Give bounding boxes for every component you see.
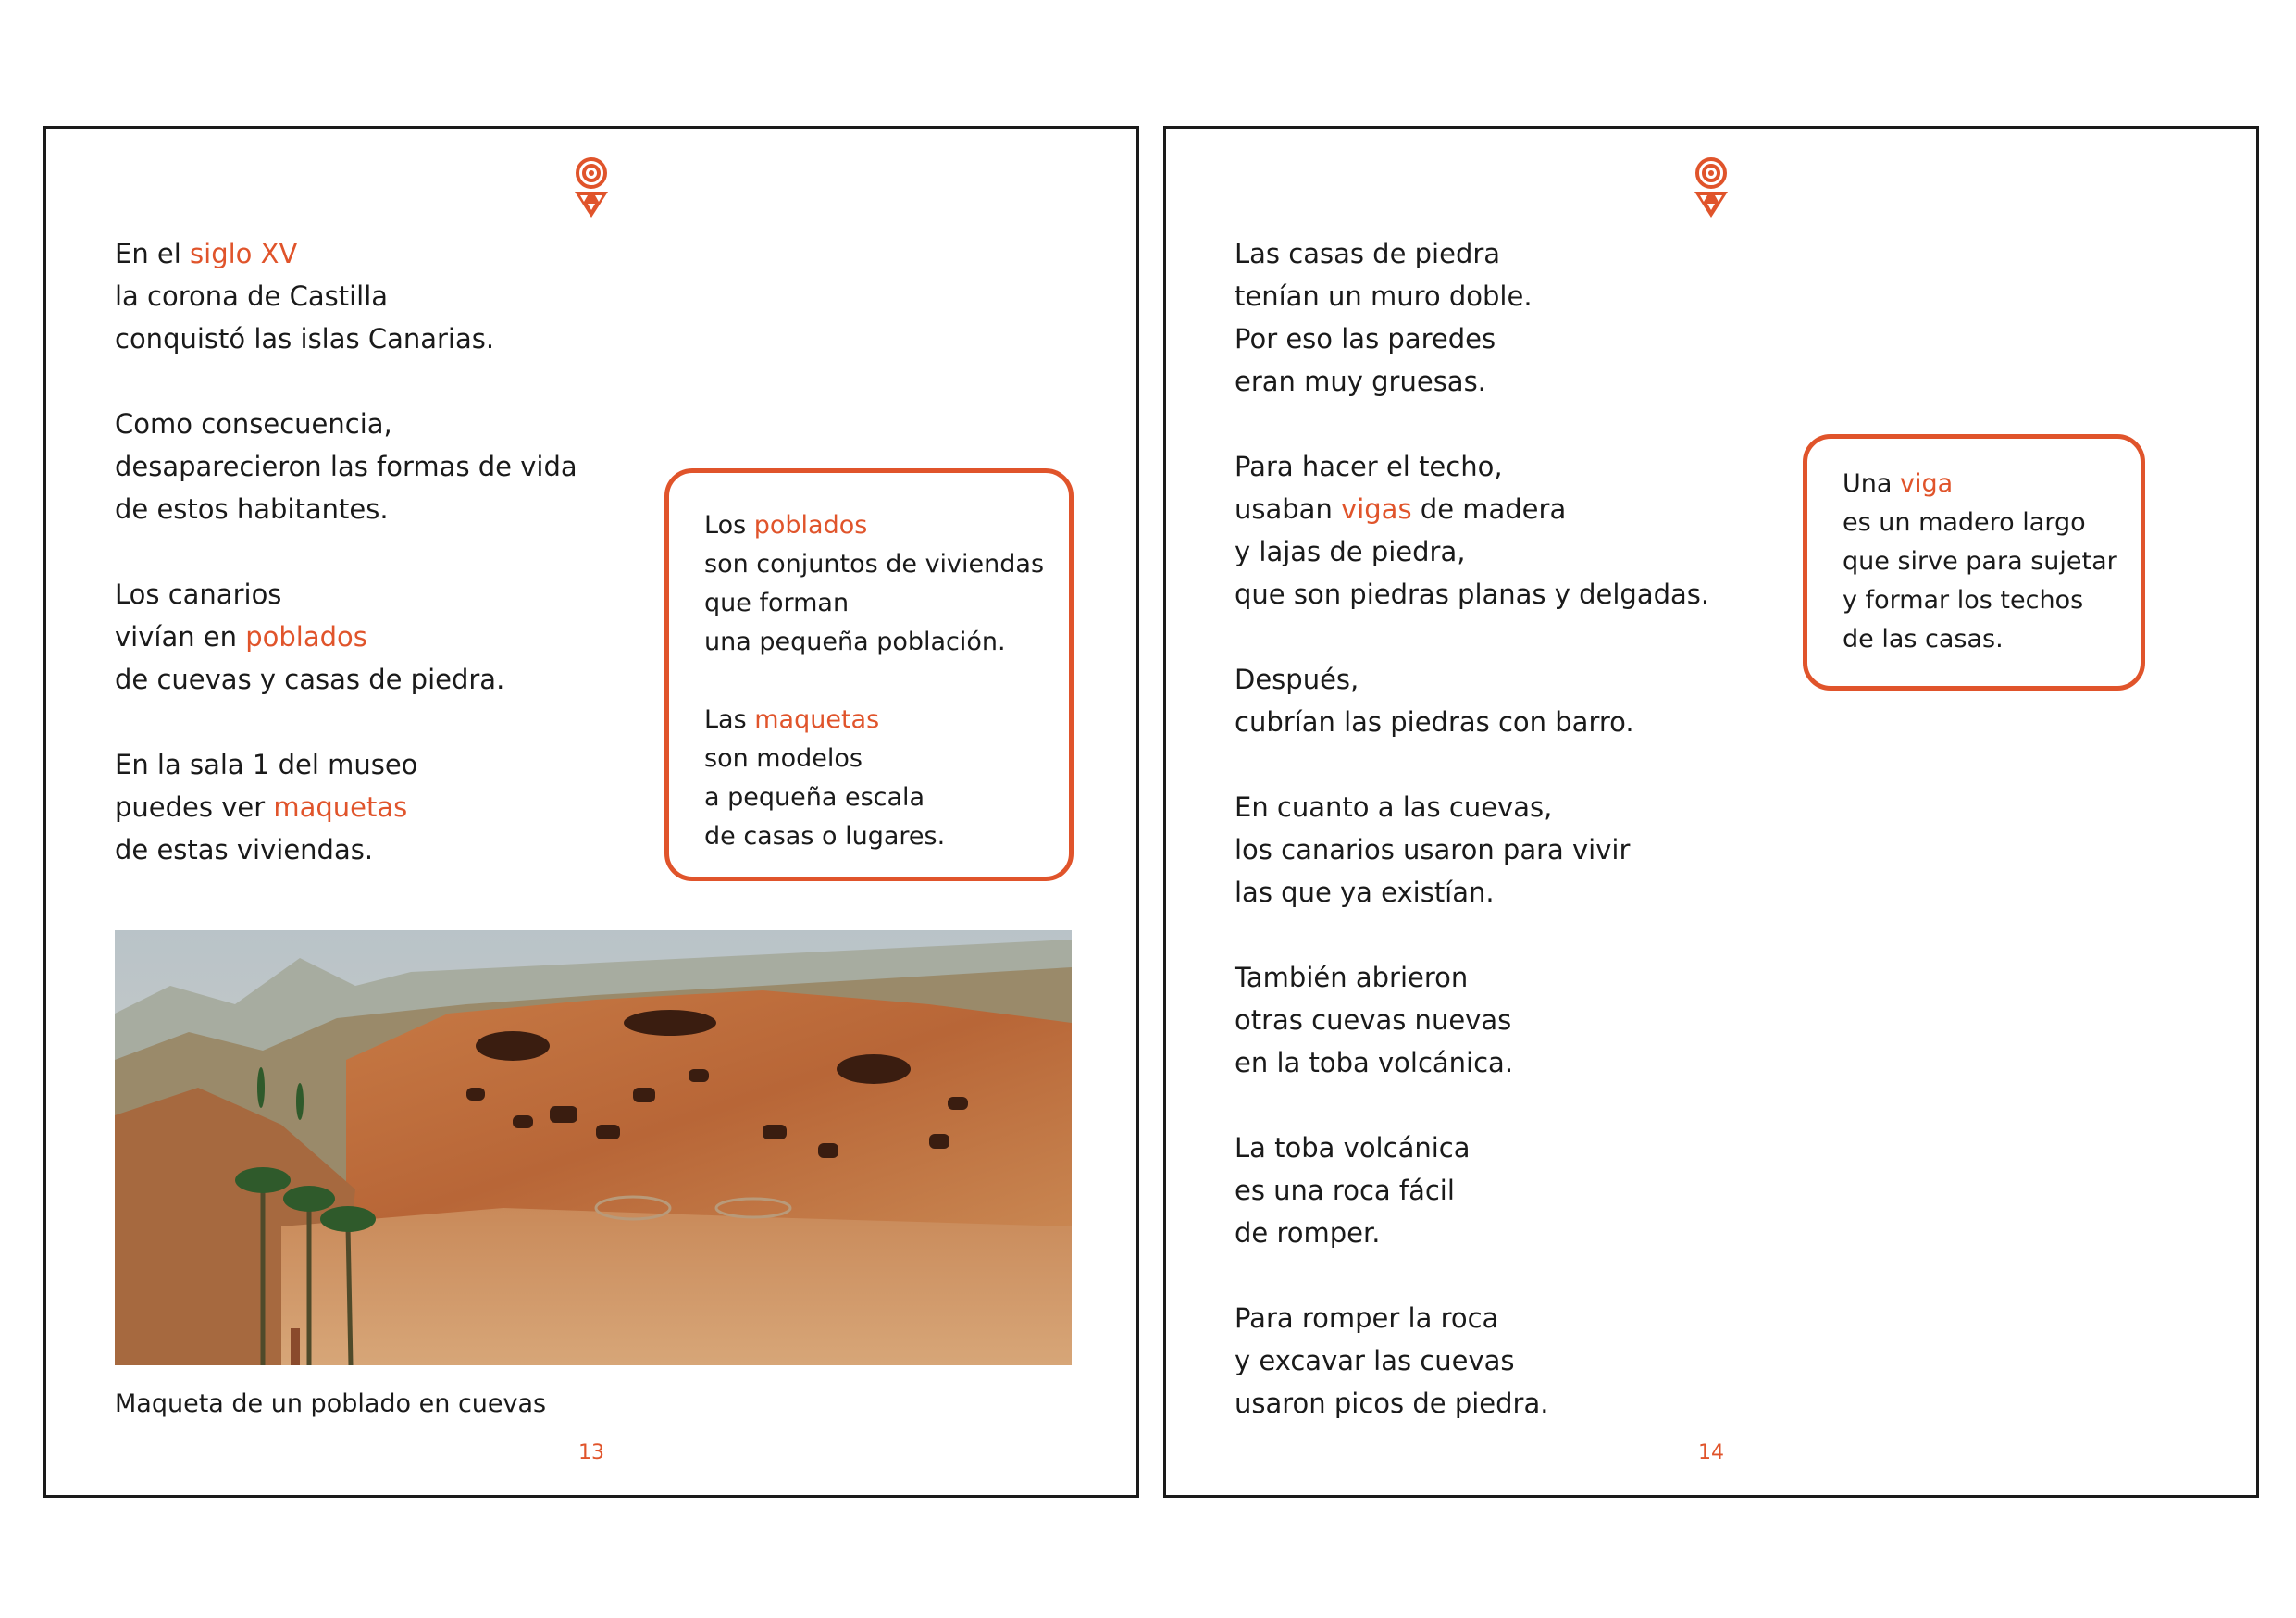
paragraph (1235, 956, 1709, 1084)
text-segment: desaparecieron las formas de vida (115, 451, 577, 482)
glossary-note (1803, 434, 2145, 691)
text-line (115, 317, 577, 360)
text-line (1235, 1382, 1709, 1425)
text-segment: que son piedras planas y delgadas. (1235, 579, 1710, 610)
text-line (1843, 620, 2141, 659)
text-line (1235, 999, 1709, 1041)
text-line (115, 616, 577, 658)
text-segment: usaron picos de piedra. (1235, 1388, 1549, 1419)
text-line (1235, 786, 1709, 828)
text-line (115, 658, 577, 701)
paragraph (1235, 1126, 1709, 1254)
text-segment: Las (704, 705, 755, 734)
text-line (115, 275, 577, 317)
paragraph (1843, 465, 2141, 659)
text-segment: Los (704, 511, 754, 540)
text-line (1235, 360, 1709, 403)
page-number: 14 (1698, 1441, 1724, 1464)
page-left (43, 126, 1139, 1498)
text-line (115, 403, 577, 445)
paragraph (1235, 232, 1709, 403)
text-line (1235, 1339, 1709, 1382)
text-line (704, 701, 1069, 740)
text-segment: Para romper la roca (1235, 1302, 1499, 1334)
text-segment: Las casas de piedra (1235, 238, 1501, 269)
text-line (115, 786, 577, 828)
text-line (1843, 542, 2141, 581)
text-segment: de estas viviendas. (115, 834, 374, 865)
text-line (1235, 445, 1709, 488)
text-segment: de estos habitantes. (115, 493, 389, 525)
text-segment: es un madero largo (1843, 508, 2086, 537)
text-segment: En la sala 1 del museo (115, 749, 418, 780)
body-text (1235, 232, 1709, 1467)
text-line (704, 740, 1069, 778)
body-text (115, 232, 577, 914)
text-segment: vivían en (115, 621, 246, 653)
text-line (1235, 317, 1709, 360)
text-segment: puedes ver (115, 791, 274, 823)
text-line (1235, 871, 1709, 914)
text-line (115, 488, 577, 530)
text-segment: son modelos (704, 744, 863, 773)
text-segment: También abrieron (1235, 962, 1469, 993)
text-line (704, 817, 1069, 856)
text-segment: de cuevas y casas de piedra. (115, 664, 505, 695)
paragraph (1235, 786, 1709, 914)
paragraph (115, 573, 577, 701)
paragraph (1235, 1297, 1709, 1425)
photo-caption: Maqueta de un poblado en cuevas (115, 1389, 547, 1418)
highlighted-term: maquetas (273, 791, 408, 823)
text-line (1235, 1212, 1709, 1254)
text-line (704, 545, 1069, 584)
text-line (1235, 232, 1709, 275)
text-segment: las que ya existían. (1235, 877, 1495, 908)
text-line (1235, 1041, 1709, 1084)
paragraph (115, 232, 577, 360)
text-line (115, 828, 577, 871)
paragraph (1235, 445, 1709, 616)
highlighted-term: poblados (245, 621, 367, 653)
text-segment: la corona de Castilla (115, 280, 389, 312)
paragraph (704, 506, 1069, 662)
text-segment: En el (115, 238, 191, 269)
text-line (704, 778, 1069, 817)
text-line (1235, 530, 1709, 573)
text-line (1235, 1297, 1709, 1339)
text-line (1235, 828, 1709, 871)
text-line (1843, 465, 2141, 504)
text-line (704, 506, 1069, 545)
text-line (704, 584, 1069, 623)
text-segment: Después, (1235, 664, 1359, 695)
text-line (1843, 581, 2141, 620)
text-line (115, 445, 577, 488)
text-segment: conquistó las islas Canarias. (115, 323, 495, 355)
highlighted-term: poblados (753, 511, 868, 540)
text-segment: tenían un muro doble. (1235, 280, 1533, 312)
glossary-note (664, 468, 1074, 881)
text-segment: Como consecuencia, (115, 408, 392, 440)
text-segment: los canarios usaron para vivir (1235, 834, 1631, 865)
paragraph (115, 403, 577, 530)
text-segment: y excavar las cuevas (1235, 1345, 1515, 1376)
text-line (1235, 573, 1709, 616)
text-segment: y formar los techos (1843, 586, 2084, 615)
highlighted-term: siglo XV (190, 238, 298, 269)
page-number: 13 (578, 1441, 604, 1464)
text-line (1235, 275, 1709, 317)
text-segment: Para hacer el techo, (1235, 451, 1503, 482)
text-segment: en la toba volcánica. (1235, 1047, 1514, 1078)
text-segment: una pequeña población. (704, 628, 1006, 656)
cave-village-model-photo (115, 930, 1072, 1365)
museum-logo-icon (1691, 156, 1731, 221)
text-segment: que forman (704, 589, 850, 617)
text-line (115, 743, 577, 786)
text-segment: que sirve para sujetar (1843, 547, 2117, 576)
text-line (1843, 504, 2141, 542)
text-segment: usaban (1235, 493, 1342, 525)
text-segment: son conjuntos de viviendas (704, 550, 1045, 579)
text-line (1235, 1169, 1709, 1212)
text-segment: de casas o lugares. (704, 822, 946, 851)
paragraph (115, 743, 577, 871)
text-segment: es una roca fácil (1235, 1175, 1455, 1206)
page-right (1163, 126, 2259, 1498)
text-segment: En cuanto a las cuevas, (1235, 791, 1553, 823)
text-segment: Por eso las paredes (1235, 323, 1496, 355)
paragraph (1235, 658, 1709, 743)
text-segment: de romper. (1235, 1217, 1381, 1249)
text-line (1235, 488, 1709, 530)
text-line (1235, 1126, 1709, 1169)
paragraph (704, 701, 1069, 856)
text-segment: de madera (1411, 493, 1567, 525)
highlighted-term: vigas (1341, 493, 1412, 525)
text-segment: Los canarios (115, 579, 282, 610)
text-line (704, 623, 1069, 662)
highlighted-term: viga (1900, 469, 1954, 498)
museum-logo-icon (571, 156, 612, 221)
text-line (115, 232, 577, 275)
text-segment: cubrían las piedras con barro. (1235, 706, 1634, 738)
text-line (1235, 658, 1709, 701)
highlighted-term: maquetas (754, 705, 880, 734)
text-segment: Una (1843, 469, 1901, 498)
text-segment: y lajas de piedra, (1235, 536, 1466, 567)
text-segment: otras cuevas nuevas (1235, 1004, 1512, 1036)
text-segment: de las casas. (1843, 625, 2004, 653)
text-line (1235, 956, 1709, 999)
text-line (1235, 701, 1709, 743)
text-segment: La toba volcánica (1235, 1132, 1471, 1164)
text-segment: a pequeña escala (704, 783, 925, 812)
text-segment: eran muy gruesas. (1235, 366, 1486, 397)
text-line (115, 573, 577, 616)
